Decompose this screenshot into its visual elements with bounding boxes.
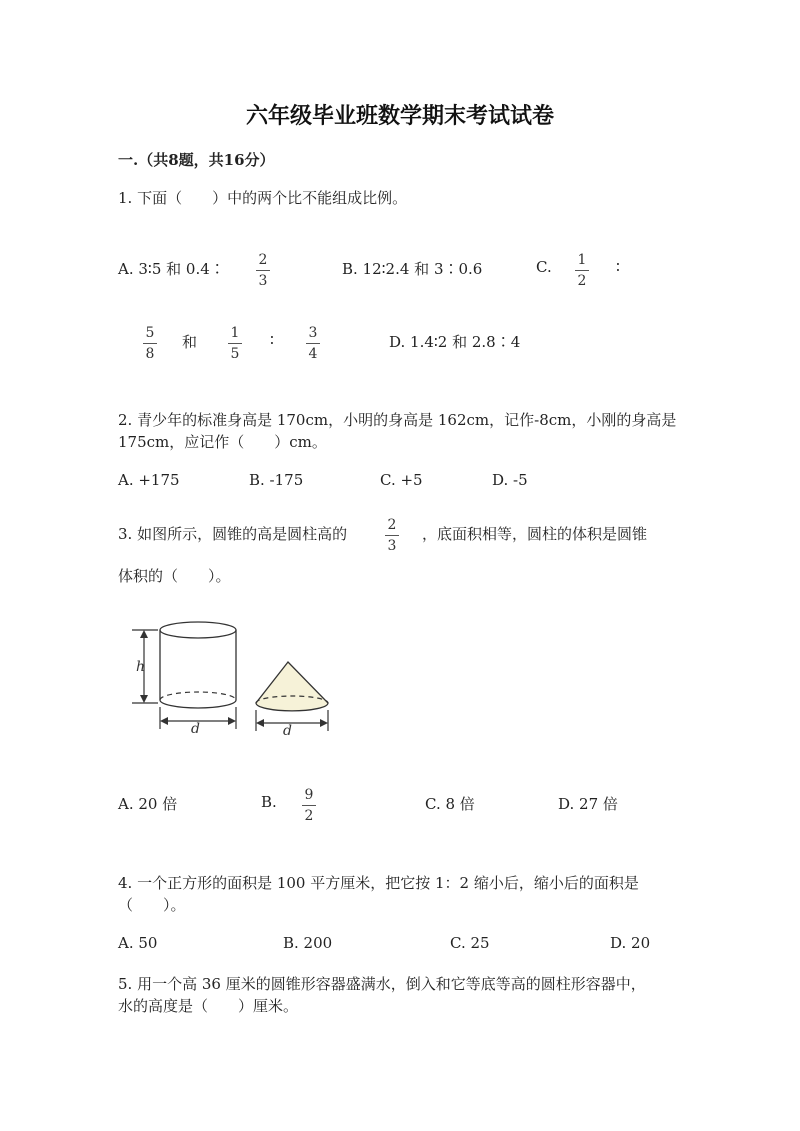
fraction-denominator: 2 [577, 273, 587, 289]
question-5-line-1: 5. 用一个高 36 厘米的圆锥形容器盛满水，倒入和它等底等高的圆柱形容器中， [118, 975, 646, 993]
fraction-numerator: 1 [577, 252, 587, 268]
fraction-bar [228, 343, 242, 344]
fraction-numerator: 1 [230, 325, 240, 341]
fraction-bar [302, 805, 316, 806]
question-3-stem-b: ，底面积相等，圆柱的体积是圆锥 [422, 525, 648, 543]
q1-option-c-fraction-3 [228, 325, 242, 362]
question-2-line-2: 175cm，应记作（ ）cm。 [118, 433, 327, 451]
cone-diameter-label: d [283, 723, 292, 739]
fraction-numerator: 3 [308, 325, 318, 341]
fraction-denominator: 2 [304, 808, 314, 824]
q3-option-a: A. 20 倍 [118, 795, 178, 813]
cone-shape [256, 662, 328, 711]
q3-option-b: B. [261, 793, 277, 811]
q1-option-c-fraction-4 [306, 325, 320, 362]
fraction-denominator: 3 [387, 538, 397, 554]
q1-option-c-colon-2: ∶ [270, 331, 274, 349]
q2-option-d: D. -5 [492, 471, 528, 489]
q1-option-c: C. [536, 258, 552, 276]
fraction-denominator: 8 [145, 346, 155, 362]
height-label: h [136, 659, 146, 675]
q3-option-d: D. 27 倍 [558, 795, 618, 813]
q1-option-d: D. 1.4∶2 和 2.8∶4 [389, 333, 521, 351]
section-header: 一.（共8题，共16分） [118, 151, 275, 169]
q1-option-a-fraction [256, 252, 270, 289]
fraction-numerator: 5 [145, 325, 155, 341]
q2-option-c: C. +5 [380, 471, 423, 489]
q4-option-b: B. 200 [283, 934, 333, 952]
question-3-stem-a: 3. 如图所示，圆锥的高是圆柱高的 [118, 525, 348, 543]
fraction-numerator: 2 [258, 252, 268, 268]
q4-option-d: D. 20 [610, 934, 651, 952]
fraction-bar [385, 535, 399, 536]
q3-option-c: C. 8 倍 [425, 795, 475, 813]
cylinder-diameter-label: d [191, 721, 200, 737]
fraction-bar [575, 270, 589, 271]
cylinder-cone-figure [120, 615, 350, 745]
q1-option-c-colon: ∶ [616, 258, 620, 276]
q2-option-a: A. +175 [118, 471, 180, 489]
fraction-denominator: 4 [308, 346, 318, 362]
q1-option-c-fraction-2 [143, 325, 157, 362]
fraction-bar [306, 343, 320, 344]
q3-stem-fraction [385, 517, 399, 554]
question-3-line-2: 体积的（ ）。 [118, 567, 231, 585]
q4-option-c: C. 25 [450, 934, 490, 952]
fraction-bar [256, 270, 270, 271]
q4-option-a: A. 50 [118, 934, 158, 952]
fraction-denominator: 5 [230, 346, 240, 362]
question-2-line-1: 2. 青少年的标准身高是 170cm，小明的身高是 162cm，记作-8cm，小刚的身高是 [118, 411, 677, 429]
q1-option-c-fraction [575, 252, 589, 289]
q2-option-b: B. -175 [249, 471, 304, 489]
question-5-line-2: 水的高度是（ ）厘米。 [118, 997, 299, 1015]
q1-option-a: A. 3∶5 和 0.4∶ [118, 260, 225, 278]
cone-diameter-arrow [256, 710, 328, 731]
fraction-numerator: 9 [304, 787, 314, 803]
q1-option-c-and: 和 [182, 333, 198, 351]
fraction-bar [143, 343, 157, 344]
question-4-line-2: （ ）。 [118, 896, 186, 914]
question-1-stem: 1. 下面（ ）中的两个比不能组成比例。 [118, 189, 408, 207]
q1-option-b: B. 12∶2.4 和 3∶0.6 [342, 260, 483, 278]
q3-option-b-fraction [302, 787, 316, 824]
cylinder-shape [160, 622, 236, 708]
question-4-line-1: 4. 一个正方形的面积是 100 平方厘米，把它按 1：2 缩小后，缩小后的面积是 [118, 874, 639, 892]
page-title: 六年级毕业班数学期末考试试卷 [245, 103, 554, 129]
fraction-numerator: 2 [387, 517, 397, 533]
fraction-denominator: 3 [258, 273, 268, 289]
